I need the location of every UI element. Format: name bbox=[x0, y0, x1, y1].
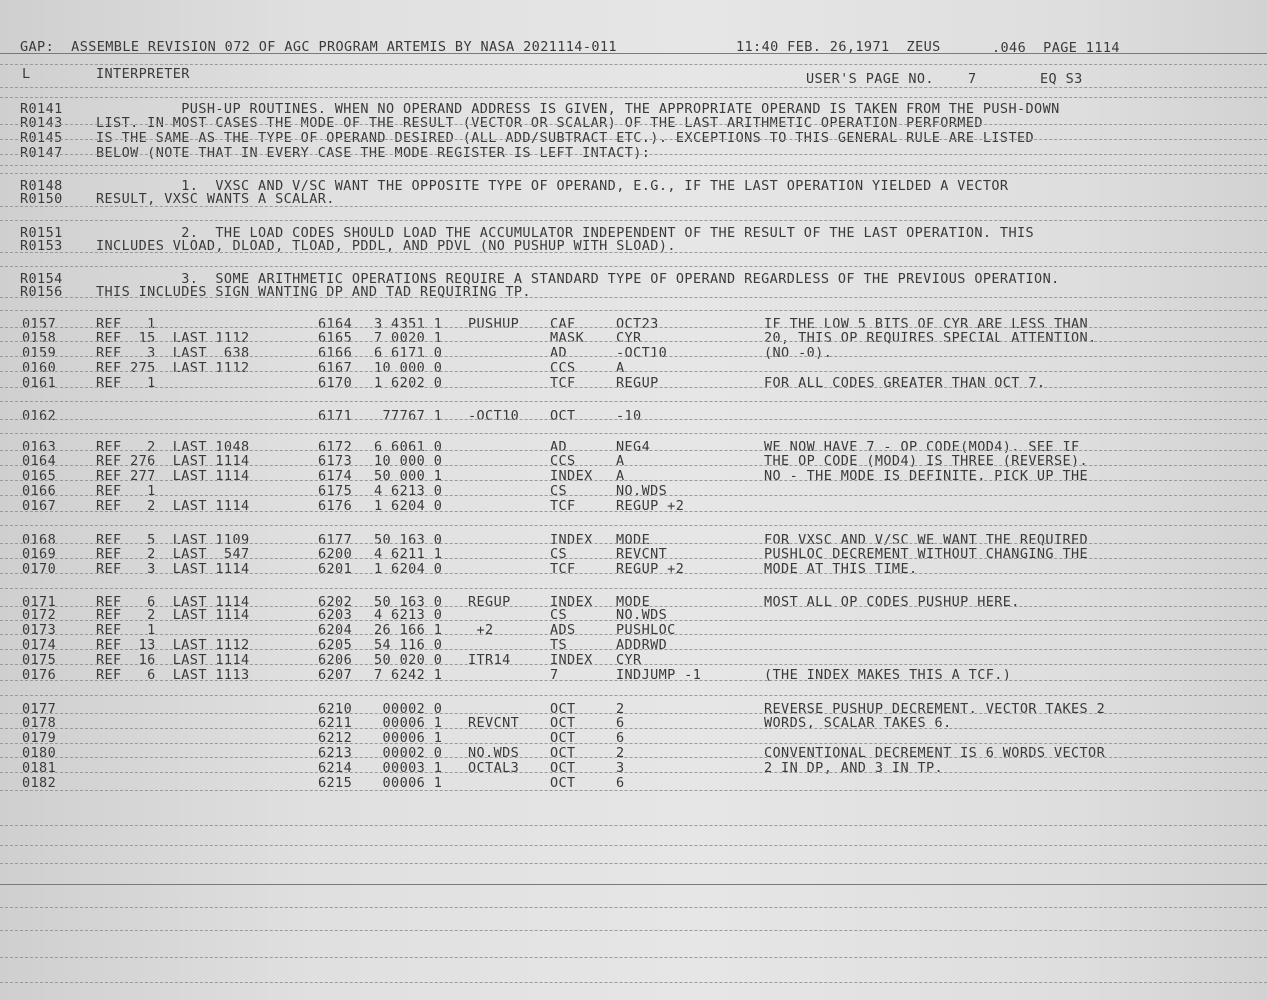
code-comment: PUSHLOC DECREMENT WITHOUT CHANGING THE bbox=[764, 546, 1089, 562]
code-ref: REF 13 LAST 1112 bbox=[96, 637, 250, 653]
prose-line: PUSH-UP ROUTINES. WHEN NO OPERAND ADDRESS IS GIVEN, THE APPROPRIATE OPERAND IS TAKEN FROM THE PUSH-DOWN bbox=[96, 101, 1060, 117]
code-op: CS bbox=[550, 483, 568, 499]
code-seq: 0167 bbox=[22, 498, 57, 514]
ruled-line bbox=[0, 206, 1267, 207]
code-seq: 0158 bbox=[22, 330, 57, 346]
ruled-line bbox=[0, 511, 1267, 512]
prose-seq-number: R0145 bbox=[20, 130, 63, 146]
code-op: CAF bbox=[550, 316, 576, 332]
code-word: 50 000 1 bbox=[374, 468, 443, 484]
code-label: -OCT10 bbox=[468, 408, 520, 424]
ruled-line bbox=[0, 341, 1267, 342]
ruled-line bbox=[0, 884, 1267, 885]
code-word: 00002 0 bbox=[374, 745, 443, 761]
code-word: 1 6202 0 bbox=[374, 375, 443, 391]
ruled-line bbox=[0, 790, 1267, 791]
code-op: MASK bbox=[550, 330, 585, 346]
ruled-line bbox=[0, 930, 1267, 931]
code-word: 4 6213 0 bbox=[374, 607, 443, 623]
code-op: INDEX bbox=[550, 652, 593, 668]
code-ref: REF 2 LAST 1114 bbox=[96, 498, 250, 514]
code-seq: 0174 bbox=[22, 637, 57, 653]
code-operand: NEG4 bbox=[616, 439, 651, 455]
code-operand: CYR bbox=[616, 652, 642, 668]
prose-seq-number: R0150 bbox=[20, 191, 63, 207]
code-seq: 0166 bbox=[22, 483, 57, 499]
code-op: INDEX bbox=[550, 468, 593, 484]
code-ref: REF 1 bbox=[96, 316, 156, 332]
code-op: TS bbox=[550, 637, 568, 653]
ruled-line bbox=[0, 863, 1267, 864]
code-word: 10 000 0 bbox=[374, 360, 443, 376]
code-op: CCS bbox=[550, 453, 576, 469]
code-addr: 6211 bbox=[318, 715, 353, 731]
code-word: 6 6171 0 bbox=[374, 345, 443, 361]
code-seq: 0171 bbox=[22, 594, 57, 610]
ruled-line bbox=[0, 620, 1267, 621]
code-ref: REF 16 LAST 1114 bbox=[96, 652, 250, 668]
code-word: 50 163 0 bbox=[374, 594, 443, 610]
code-operand: MODE bbox=[616, 532, 651, 548]
code-seq: 0181 bbox=[22, 760, 57, 776]
code-operand: MODE bbox=[616, 594, 651, 610]
code-ref: REF 1 bbox=[96, 375, 156, 391]
code-seq: 0168 bbox=[22, 532, 57, 548]
code-ref: REF 276 LAST 1114 bbox=[96, 453, 250, 469]
ruled-line bbox=[0, 310, 1267, 311]
code-op: AD bbox=[550, 439, 568, 455]
ruled-line bbox=[0, 495, 1267, 496]
code-operand: 6 bbox=[616, 775, 625, 791]
code-addr: 6200 bbox=[318, 546, 353, 562]
code-addr: 6215 bbox=[318, 775, 353, 791]
code-op: OCT bbox=[550, 775, 576, 791]
code-comment: WORDS, SCALAR TAKES 6. bbox=[764, 715, 952, 731]
code-word: 3 4351 1 bbox=[374, 316, 443, 332]
code-addr: 6202 bbox=[318, 594, 353, 610]
code-addr: 6174 bbox=[318, 468, 353, 484]
ruled-line bbox=[0, 728, 1267, 729]
ruled-line bbox=[0, 845, 1267, 846]
code-word: 00006 1 bbox=[374, 775, 443, 791]
code-op: INDEX bbox=[550, 532, 593, 548]
code-word: 4 6211 1 bbox=[374, 546, 443, 562]
code-seq: 0180 bbox=[22, 745, 57, 761]
code-op: CS bbox=[550, 607, 568, 623]
code-addr: 6166 bbox=[318, 345, 353, 361]
code-seq: 0179 bbox=[22, 730, 57, 746]
code-comment: REVERSE PUSHUP DECREMENT. VECTOR TAKES 2 bbox=[764, 701, 1106, 717]
code-addr: 6177 bbox=[318, 532, 353, 548]
ruled-line bbox=[0, 297, 1267, 298]
code-seq: 0176 bbox=[22, 667, 57, 683]
code-seq: 0163 bbox=[22, 439, 57, 455]
code-word: 26 166 1 bbox=[374, 622, 443, 638]
code-comment: (NO -0). bbox=[764, 345, 833, 361]
ruled-line bbox=[0, 87, 1267, 88]
code-word: 54 116 0 bbox=[374, 637, 443, 653]
code-op: CCS bbox=[550, 360, 576, 376]
code-seq: 0162 bbox=[22, 408, 57, 424]
ruled-line bbox=[0, 957, 1267, 958]
code-op: 7 bbox=[550, 667, 559, 683]
code-seq: 0178 bbox=[22, 715, 57, 731]
code-comment: IF THE LOW 5 BITS OF CYR ARE LESS THAN bbox=[764, 316, 1089, 332]
code-comment: CONVENTIONAL DECREMENT IS 6 WORDS VECTOR bbox=[764, 745, 1106, 761]
header-assembly-line: GAP: ASSEMBLE REVISION 072 OF AGC PROGRAM ARTEMIS BY NASA 2021114-011 bbox=[20, 39, 617, 55]
prose-seq-number: R0156 bbox=[20, 284, 63, 300]
code-op: OCT bbox=[550, 730, 576, 746]
code-label: PUSHUP bbox=[468, 316, 520, 332]
code-seq: 0157 bbox=[22, 316, 57, 332]
code-word: 50 020 0 bbox=[374, 652, 443, 668]
ruled-line bbox=[0, 154, 1267, 155]
code-seq: 0182 bbox=[22, 775, 57, 791]
ruled-line bbox=[0, 743, 1267, 744]
code-seq: 0165 bbox=[22, 468, 57, 484]
ruled-line bbox=[0, 664, 1267, 665]
code-ref: REF 3 LAST 1114 bbox=[96, 561, 250, 577]
code-word: 77767 1 bbox=[374, 408, 443, 424]
ruled-line bbox=[0, 53, 1267, 54]
ruled-line bbox=[0, 588, 1267, 589]
code-word: 00006 1 bbox=[374, 730, 443, 746]
ruled-line bbox=[0, 401, 1267, 402]
ruled-line bbox=[0, 480, 1267, 481]
header-eq: EQ S3 bbox=[1040, 71, 1083, 87]
code-seq: 0172 bbox=[22, 607, 57, 623]
header-page-number: .046 PAGE 1114 bbox=[992, 40, 1120, 56]
prose-seq-number: R0143 bbox=[20, 115, 63, 131]
code-op: AD bbox=[550, 345, 568, 361]
code-addr: 6171 bbox=[318, 408, 353, 424]
code-ref: REF 6 LAST 1114 bbox=[96, 594, 250, 610]
prose-line: IS THE SAME AS THE TYPE OF OPERAND DESIRED (ALL ADD/SUBTRACT ETC.). EXCEPTIONS TO THIS GENERAL RULE ARE LISTED bbox=[96, 130, 1035, 146]
prose-seq-number: R0151 bbox=[20, 225, 63, 241]
code-seq: 0177 bbox=[22, 701, 57, 717]
prose-line: 1. VXSC AND V/SC WANT THE OPPOSITE TYPE OF OPERAND, E.G., IF THE LAST OPERATION YIELDED A VECTOR bbox=[96, 178, 1009, 194]
prose-seq-number: R0154 bbox=[20, 271, 63, 287]
code-seq: 0175 bbox=[22, 652, 57, 668]
code-label: REGUP bbox=[468, 594, 511, 610]
ruled-line bbox=[0, 713, 1267, 714]
code-op: OCT bbox=[550, 408, 576, 424]
header-users-page: USER'S PAGE NO. 7 bbox=[806, 71, 977, 87]
ruled-line bbox=[0, 139, 1267, 140]
code-ref: REF 275 LAST 1112 bbox=[96, 360, 250, 376]
code-addr: 6204 bbox=[318, 622, 353, 638]
code-addr: 6176 bbox=[318, 498, 353, 514]
code-operand: CYR bbox=[616, 330, 642, 346]
code-op: OCT bbox=[550, 745, 576, 761]
code-operand: A bbox=[616, 360, 625, 376]
code-word: 00003 1 bbox=[374, 760, 443, 776]
code-addr: 6165 bbox=[318, 330, 353, 346]
header-section-title: INTERPRETER bbox=[96, 66, 190, 82]
code-seq: 0173 bbox=[22, 622, 57, 638]
prose-line: INCLUDES VLOAD, DLOAD, TLOAD, PDDL, AND PDVL (NO PUSHUP WITH SLOAD). bbox=[96, 238, 676, 254]
code-op: TCF bbox=[550, 498, 576, 514]
code-comment: FOR ALL CODES GREATER THAN OCT 7. bbox=[764, 375, 1046, 391]
code-seq: 0159 bbox=[22, 345, 57, 361]
code-word: 6 6061 0 bbox=[374, 439, 443, 455]
code-addr: 6201 bbox=[318, 561, 353, 577]
ruled-line bbox=[0, 606, 1267, 607]
code-ref: REF 1 bbox=[96, 483, 156, 499]
code-label: +2 bbox=[468, 622, 494, 638]
code-label: NO.WDS bbox=[468, 745, 520, 761]
code-ref: REF 277 LAST 1114 bbox=[96, 468, 250, 484]
ruled-line bbox=[0, 252, 1267, 253]
ruled-line bbox=[0, 649, 1267, 650]
ruled-line bbox=[0, 165, 1267, 166]
code-word: 4 6213 0 bbox=[374, 483, 443, 499]
code-ref: REF 3 LAST 638 bbox=[96, 345, 250, 361]
prose-seq-number: R0141 bbox=[20, 101, 63, 117]
code-comment: 20, THIS OP REQUIRES SPECIAL ATTENTION. bbox=[764, 330, 1097, 346]
code-addr: 6203 bbox=[318, 607, 353, 623]
code-seq: 0164 bbox=[22, 453, 57, 469]
code-ref: REF 5 LAST 1109 bbox=[96, 532, 250, 548]
code-seq: 0170 bbox=[22, 561, 57, 577]
prose-line: BELOW (NOTE THAT IN EVERY CASE THE MODE REGISTER IS LEFT INTACT): bbox=[96, 145, 651, 161]
ruled-line bbox=[0, 327, 1267, 328]
code-seq: 0161 bbox=[22, 375, 57, 391]
code-op: ADS bbox=[550, 622, 576, 638]
code-operand: -10 bbox=[616, 408, 642, 424]
ruled-line bbox=[0, 680, 1267, 681]
code-addr: 6206 bbox=[318, 652, 353, 668]
code-word: 00002 0 bbox=[374, 701, 443, 717]
code-ref: REF 2 LAST 1048 bbox=[96, 439, 250, 455]
code-operand: NO.WDS bbox=[616, 607, 668, 623]
code-operand: PUSHLOC bbox=[616, 622, 676, 638]
code-seq: 0160 bbox=[22, 360, 57, 376]
code-word: 50 163 0 bbox=[374, 532, 443, 548]
ruled-line bbox=[0, 543, 1267, 544]
prose-seq-number: R0148 bbox=[20, 178, 63, 194]
code-word: 00006 1 bbox=[374, 715, 443, 731]
code-addr: 6172 bbox=[318, 439, 353, 455]
code-comment: 2 IN DP, AND 3 IN TP. bbox=[764, 760, 944, 776]
prose-seq-number: R0147 bbox=[20, 145, 63, 161]
ruled-line bbox=[0, 825, 1267, 826]
code-addr: 6205 bbox=[318, 637, 353, 653]
ruled-line bbox=[0, 757, 1267, 758]
code-comment: MODE AT THIS TIME. bbox=[764, 561, 918, 577]
ruled-line bbox=[0, 371, 1267, 372]
code-comment: (THE INDEX MAKES THIS A TCF.) bbox=[764, 667, 1012, 683]
code-addr: 6167 bbox=[318, 360, 353, 376]
code-operand: INDJUMP -1 bbox=[616, 667, 702, 683]
code-label: OCTAL3 bbox=[468, 760, 520, 776]
code-word: 7 0020 1 bbox=[374, 330, 443, 346]
code-operand: 6 bbox=[616, 730, 625, 746]
code-addr: 6164 bbox=[318, 316, 353, 332]
ruled-line bbox=[0, 525, 1267, 526]
code-addr: 6175 bbox=[318, 483, 353, 499]
code-label: ITR14 bbox=[468, 652, 511, 668]
code-op: OCT bbox=[550, 760, 576, 776]
code-addr: 6213 bbox=[318, 745, 353, 761]
code-ref: REF 6 LAST 1113 bbox=[96, 667, 250, 683]
code-word: 10 000 0 bbox=[374, 453, 443, 469]
code-operand: 2 bbox=[616, 701, 625, 717]
ruled-line bbox=[0, 419, 1267, 420]
code-operand: OCT23 bbox=[616, 316, 659, 332]
code-operand: 2 bbox=[616, 745, 625, 761]
code-operand: REGUP +2 bbox=[616, 561, 685, 577]
prose-line: 2. THE LOAD CODES SHOULD LOAD THE ACCUMULATOR INDEPENDENT OF THE RESULT OF THE LAST OPERATION. THIS bbox=[96, 225, 1035, 241]
code-op: OCT bbox=[550, 715, 576, 731]
code-operand: A bbox=[616, 453, 625, 469]
ruled-line bbox=[0, 558, 1267, 559]
code-addr: 6214 bbox=[318, 760, 353, 776]
code-label: REVCNT bbox=[468, 715, 520, 731]
code-word: 7 6242 1 bbox=[374, 667, 443, 683]
ruled-line bbox=[0, 695, 1267, 696]
code-operand: ADDRWD bbox=[616, 637, 668, 653]
code-ref: REF 1 bbox=[96, 622, 156, 638]
code-operand: REGUP bbox=[616, 375, 659, 391]
code-comment: THE OP CODE (MOD4) IS THREE (REVERSE). bbox=[764, 453, 1089, 469]
code-comment: FOR VXSC AND V/SC WE WANT THE REQUIRED bbox=[764, 532, 1089, 548]
code-operand: 6 bbox=[616, 715, 625, 731]
code-operand: 3 bbox=[616, 760, 625, 776]
prose-line: LIST. IN MOST CASES THE MODE OF THE RESULT (VECTOR OR SCALAR) OF THE LAST ARITHMETIC OPERATION PERFORMED bbox=[96, 115, 983, 131]
header-marker: L bbox=[22, 66, 31, 82]
prose-line: 3. SOME ARITHMETIC OPERATIONS REQUIRE A STANDARD TYPE OF OPERAND REGARDLESS OF THE PREVIOUS OPERATION. bbox=[96, 271, 1060, 287]
code-ref: REF 15 LAST 1112 bbox=[96, 330, 250, 346]
code-addr: 6207 bbox=[318, 667, 353, 683]
code-op: INDEX bbox=[550, 594, 593, 610]
prose-line: RESULT, VXSC WANTS A SCALAR. bbox=[96, 191, 335, 207]
header-timestamp: 11:40 FEB. 26,1971 ZEUS bbox=[736, 39, 941, 55]
code-ref: REF 2 LAST 547 bbox=[96, 546, 250, 562]
code-op: TCF bbox=[550, 375, 576, 391]
ruled-line bbox=[0, 266, 1267, 267]
code-comment: WE NOW HAVE 7 - OP CODE(MOD4). SEE IF bbox=[764, 439, 1080, 455]
code-addr: 6173 bbox=[318, 453, 353, 469]
ruled-line bbox=[0, 433, 1267, 434]
code-addr: 6210 bbox=[318, 701, 353, 717]
code-comment: MOST ALL OP CODES PUSHUP HERE. bbox=[764, 594, 1020, 610]
code-operand: NO.WDS bbox=[616, 483, 668, 499]
ruled-line bbox=[0, 634, 1267, 635]
ruled-line bbox=[0, 465, 1267, 466]
code-word: 1 6204 0 bbox=[374, 498, 443, 514]
code-word: 1 6204 0 bbox=[374, 561, 443, 577]
ruled-line bbox=[0, 64, 1267, 65]
ruled-line bbox=[0, 124, 1267, 125]
ruled-line bbox=[0, 907, 1267, 908]
code-ref: REF 2 LAST 1114 bbox=[96, 607, 250, 623]
code-operand: A bbox=[616, 468, 625, 484]
ruled-line bbox=[0, 220, 1267, 221]
code-op: OCT bbox=[550, 701, 576, 717]
code-addr: 6170 bbox=[318, 375, 353, 391]
ruled-line bbox=[0, 450, 1267, 451]
code-comment: NO - THE MODE IS DEFINITE. PICK UP THE bbox=[764, 468, 1089, 484]
prose-line: THIS INCLUDES SIGN WANTING DP AND TAD REQUIRING TP. bbox=[96, 284, 531, 300]
ruled-line bbox=[0, 982, 1267, 983]
code-op: CS bbox=[550, 546, 568, 562]
ruled-line bbox=[0, 573, 1267, 574]
ruled-line bbox=[0, 173, 1267, 174]
ruled-line bbox=[0, 772, 1267, 773]
prose-seq-number: R0153 bbox=[20, 238, 63, 254]
code-operand: -OCT10 bbox=[616, 345, 668, 361]
code-operand: REGUP +2 bbox=[616, 498, 685, 514]
code-seq: 0169 bbox=[22, 546, 57, 562]
code-operand: REVCNT bbox=[616, 546, 668, 562]
ruled-line bbox=[0, 356, 1267, 357]
ruled-line bbox=[0, 97, 1267, 98]
code-addr: 6212 bbox=[318, 730, 353, 746]
ruled-line bbox=[0, 387, 1267, 388]
code-op: TCF bbox=[550, 561, 576, 577]
